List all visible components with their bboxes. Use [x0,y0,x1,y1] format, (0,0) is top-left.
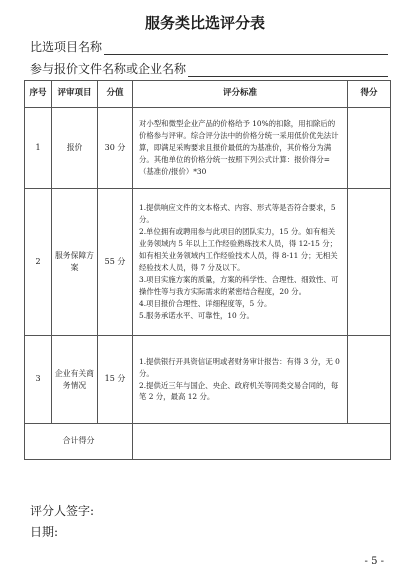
project-name-field [30,38,388,55]
header-value: 分值 [98,81,133,108]
row-score-cell[interactable] [348,189,391,336]
row-index: 3 [25,336,52,424]
evaluator-signature-label: 评分人签字: [30,504,95,518]
row-item: 企业有关商务情况 [52,336,98,424]
standard-text: 5.服务承诺水平、可靠性，10 分。 [139,310,254,320]
header-index: 序号 [25,81,52,108]
standard-text: 对小型和微型企业产品的价格给予 10%的扣除，用扣除后的价格参与评审。综合评分法中的价格分统一采用低价优先法计算，即满足采购要求且报价最低的为基准价，其价格分为满分。其他单位的价格分统一按照下列公式计算：报价得分=（基准价/报价）*30 [139,119,339,176]
row-index: 1 [25,108,52,189]
row-standard [133,189,348,336]
row-standard [133,108,348,189]
row-value: 55 分 [98,189,133,336]
table-row [25,336,391,424]
form-title: 服务类比选评分表 [144,14,265,32]
total-row [25,424,391,460]
row-item: 服务保障方案 [52,189,98,336]
date-label: 日期: [30,525,59,539]
total-label: 合计得分 [25,424,133,460]
standard-text: 4.项目报价合理性、详细程度等，5 分。 [139,298,272,308]
row-index: 2 [25,189,52,336]
total-value-cell[interactable] [133,424,391,460]
header-score: 得分 [348,81,391,108]
table-row [25,108,391,189]
project-name-blank-line [104,42,388,55]
bidder-name-label: 参与报价文件名称或企业名称 [30,62,187,76]
table-header-row [25,81,391,108]
table-row [25,189,391,336]
standard-text: 3.项目实施方案的质量，方案的科学性、合理性、细致性、可操作性等与我方实际需求的紧密结合程度，20 分。 [139,274,339,296]
page-number: - 5 - [364,556,384,567]
row-value: 30 分 [98,108,133,189]
row-score-cell[interactable] [348,108,391,189]
standard-text: 2.提供近三年与国企、央企、政府机关等同类交易合同的，每笔 2 分，最高 12 分。 [139,380,339,402]
row-score-cell[interactable] [348,336,391,424]
standard-text: 2.单位拥有或聘用参与此项目的团队实力，15 分。如有相关业务领域内 5 年以上工作经验熟练技术人员，得 12-15 分；如有相关业务领域内工作经验技术人员，得 8-11 分；无相关经验技术人员，得 7 分及以下。 [139,227,338,272]
row-item: 报价 [52,108,98,189]
header-standard: 评分标准 [133,81,348,108]
standard-text: 1.提供银行开具资信证明或者财务审计报告：有得 3 分，无 0 分。 [139,356,340,378]
bidder-name-field [30,60,388,77]
project-name-label: 比选项目名称 [30,40,103,54]
bidder-name-blank-line [188,64,388,77]
row-value: 15 分 [98,336,133,424]
header-item: 评审项目 [52,81,98,108]
row-standard [133,336,348,424]
scoring-table [24,80,391,460]
standard-text: 1.提供响应文件的文本格式、内容、形式等是否符合要求，5 分。 [139,203,336,225]
